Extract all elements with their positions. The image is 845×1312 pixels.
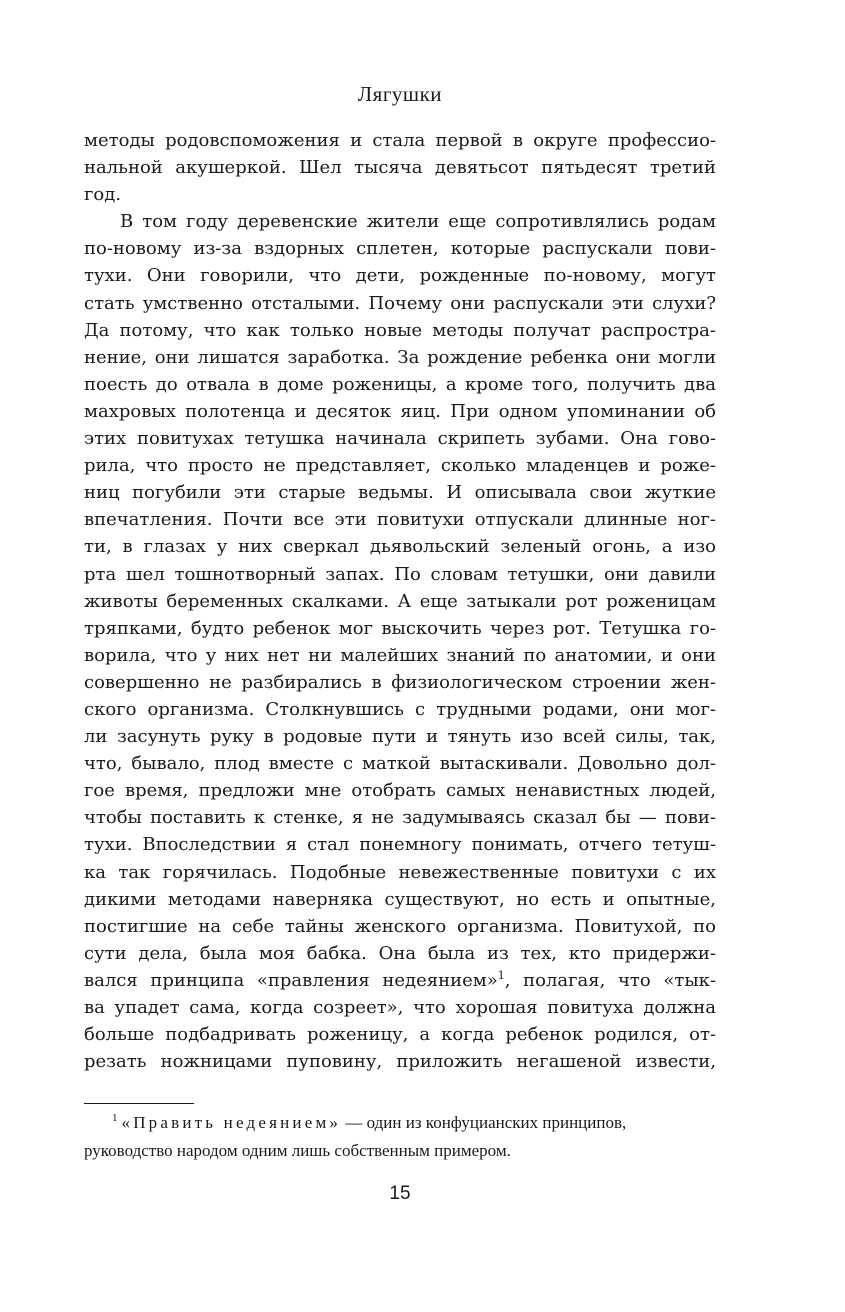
body-line: что, бывало, плод вместе с маткой вытаскивали. Довольно дол- <box>84 753 716 775</box>
body-line: ворила, что у них нет ни малейших знаний по анатомии, и они <box>84 644 716 666</box>
body-line: махровых полотенца и десяток яиц. При одном упоминании об <box>84 400 716 422</box>
body-line: ского организма. Столкнувшись с трудными родами, они мог- <box>84 698 716 720</box>
body-line: тряпками, будто ребенок мог выскочить через рот. Тетушка го- <box>84 617 716 639</box>
footnote-text: — один из конфуцианских принципов, <box>341 1113 627 1132</box>
body-line: дикими методами наверняка существуют, но есть и опытные, <box>84 888 716 910</box>
footnote <box>84 1109 716 1165</box>
footnote-reference: 1 <box>497 968 505 982</box>
body-line: чтобы поставить к стенке, я не задумываясь сказал бы — пови- <box>84 807 716 829</box>
body-line: этих повитухах тетушка начинала скрипеть зубами. Она гово- <box>84 428 716 450</box>
body-line: ти, в глазах у них сверкал дьявольский зеленый огонь, а изо <box>84 536 716 558</box>
footnote-divider <box>84 1103 194 1104</box>
body-line: резать ножницами пуповину, приложить негашеной извести, <box>84 1051 716 1073</box>
running-head: Лягушки <box>357 82 443 106</box>
body-line: тухи. Впоследствии я стал понемногу понимать, отчего тетуш- <box>84 834 716 856</box>
body-line: нальной акушеркой. Шел тысяча девятьсот пятьдесят третий <box>84 157 716 179</box>
body-line: сути дела, была моя бабка. Она была из тех, кто придержи- <box>84 942 716 964</box>
body-line-part: , полагая, что «тык- <box>504 969 716 991</box>
footnote-term: «Править недеянием» <box>121 1113 342 1132</box>
page-number: 15 <box>389 1183 411 1204</box>
footnote-line <box>84 1109 716 1137</box>
body-line: поесть до отвала в доме роженицы, а кроме того, получить два <box>84 373 716 395</box>
body-line: по-новому из-за вздорных сплетен, которые распускали пови- <box>84 238 716 260</box>
body-line: В том году деревенские жители еще сопротивлялись родам <box>120 211 716 233</box>
body-line-part: вался принципа «правления недеянием» <box>84 969 498 991</box>
body-line: рта шел тошнотворный запах. По словам тетушки, они давили <box>84 563 716 585</box>
body-text <box>84 127 716 1075</box>
body-line: впечатления. Почти все эти повитухи отпускали длинные ног- <box>84 509 716 531</box>
body-line: постигшие на себе тайны женского организма. Повитухой, по <box>84 915 716 937</box>
body-line: больше подбадривать роженицу, а когда ребенок родился, от- <box>84 1024 716 1046</box>
body-line: стать умственно отсталыми. Почему они распускали эти слухи? <box>84 292 716 314</box>
body-line: рила, что просто не представляет, сколько младенцев и роже- <box>84 455 716 477</box>
body-line: ли засунуть руку в родовые пути и тянуть изо всей силы, так, <box>84 726 716 748</box>
body-line: гое время, предложи мне отобрать самых ненавистных людей, <box>84 780 716 802</box>
footnote-line: руководство народом одним лишь собственным примером. <box>84 1141 511 1160</box>
footnote-mark: 1 <box>112 1112 118 1125</box>
body-line: совершенно не разбирались в физиологическом строении жен- <box>84 671 716 693</box>
body-line: ниц погубили эти старые ведьмы. И описывала свои жуткие <box>84 482 716 504</box>
body-line: животы беременных скалками. А еще затыкали рот роженицам <box>84 590 716 612</box>
body-line: год. <box>84 184 122 206</box>
body-line: тухи. Они говорили, что дети, рожденные по-новому, могут <box>84 265 716 287</box>
body-line-with-footnote-ref <box>84 967 716 994</box>
body-line: нение, они лишатся заработка. За рождение ребенка они могли <box>84 346 716 368</box>
body-line: ва упадет сама, когда созреет», что хорошая повитуха должна <box>84 997 716 1018</box>
body-line: Да потому, что как только новые методы получат распростра- <box>84 319 716 341</box>
body-line: ка так горячилась. Подобные невежественные повитухи с их <box>84 861 716 883</box>
body-line: методы родовспоможения и стала первой в округе профессио- <box>84 130 716 151</box>
